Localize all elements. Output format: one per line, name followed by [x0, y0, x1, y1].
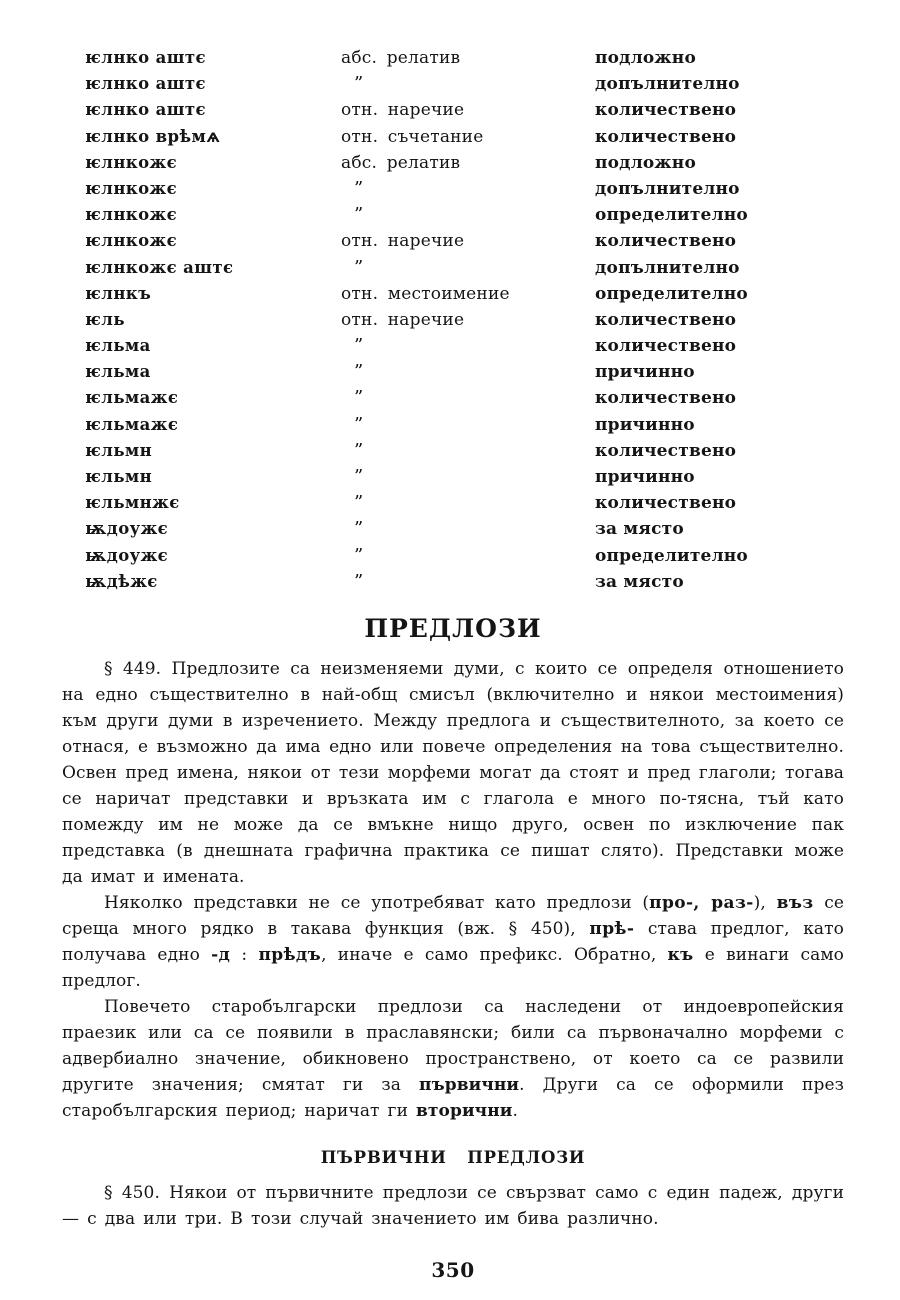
- table-row: [85, 572, 844, 598]
- function-cell: подложно: [595, 48, 696, 68]
- function-cell: подложно: [595, 152, 696, 173]
- ditto-mark: ”: [354, 544, 364, 566]
- table-row: [85, 231, 844, 257]
- ditto-mark: ”: [354, 335, 364, 357]
- paragraph-origin: [62, 994, 844, 1124]
- ocs-term: къ: [667, 944, 694, 965]
- paragraph-prefixes: [62, 890, 844, 994]
- subsection-heading: ПЪРВИЧНИ ПРЕДЛОЗИ: [320, 1147, 586, 1167]
- paragraph-450: § 450. Някои от първичните предлози се свързват само с един падеж, други — с два или три. В този случай значението им бива различно.: [62, 1182, 844, 1229]
- function-cell: причинно: [595, 362, 695, 383]
- function-cell: за място: [595, 571, 684, 592]
- table-row: [85, 48, 844, 74]
- table-row: [85, 258, 844, 284]
- table-row: [85, 74, 844, 100]
- ocs-word-cell: ѥлнко аштє: [85, 100, 206, 120]
- category-cell: абс. релатив: [341, 152, 461, 173]
- ocs-word-cell: ѥльмнжє: [85, 493, 180, 513]
- text-run: . Други са се оформили през старобългарския период; наричат ги: [62, 1074, 844, 1121]
- table-row: [85, 467, 844, 493]
- ocs-term: -д: [211, 944, 231, 965]
- table-row: [85, 415, 844, 441]
- ditto-mark: ”: [354, 466, 364, 487]
- category-cell: отн. съчетание: [341, 126, 484, 147]
- ditto-mark: ”: [354, 570, 364, 592]
- table-row: [85, 441, 844, 467]
- category-cell: отн. наречие: [341, 309, 465, 330]
- text-run: е винаги само предлог.: [62, 944, 845, 991]
- text-run: .: [512, 1100, 518, 1121]
- function-cell: определително: [595, 283, 748, 304]
- ocs-word-cell: ѥлнкъ: [85, 283, 152, 303]
- ocs-word-cell: ѥльмн: [85, 467, 153, 486]
- table-row: [85, 546, 844, 572]
- ocs-word-cell: ѥльма: [85, 362, 151, 382]
- function-cell: допълнително: [595, 74, 740, 95]
- category-cell: отн. наречие: [341, 231, 465, 252]
- paragraph-449: § 449. Предлозите са неизменяеми думи, с които се определя отношението на едно съществително в най-общ смисъл (включително и някои местоимения) към други думи в изречението. Между предлога и съществителното, за което се отнася, е възможно да има едно или повече определения на това съществително. Освен пред имена, някои от тези морфеми могат да стоят и пред глаголи; тогава се наричат представки и връзката им с глагола е много по-тясна, тъй като помежду им не може да се вмъкне нищо друго, освен по изключение пак представка (в днешната графична практика се пишат слято). Представки може да имат и имената.: [62, 658, 844, 887]
- ocs-term: въз: [776, 892, 814, 913]
- function-cell: за място: [595, 519, 684, 540]
- page-number: 350: [431, 1257, 475, 1282]
- table-row: [85, 127, 844, 153]
- table-row: [85, 310, 844, 336]
- table-row: [85, 519, 844, 545]
- ocs-word-cell: ѥлнкожє: [85, 152, 178, 172]
- text-run: се среща много рядко в такава функция (вж. § 450),: [62, 892, 844, 939]
- function-cell: причинно: [595, 467, 695, 487]
- emphasized-term: вторични: [416, 1100, 513, 1121]
- function-cell: количествено: [595, 100, 737, 121]
- ocs-word-cell: ѥльмн: [85, 440, 153, 460]
- ditto-mark: ”: [354, 256, 364, 278]
- ditto-mark: ”: [354, 387, 364, 409]
- table-row: [85, 388, 844, 414]
- table-row: [85, 284, 844, 310]
- function-cell: определително: [595, 545, 748, 566]
- category-cell: отн. местоимение: [341, 283, 510, 304]
- ocs-word-cell: ѥлнко аштє: [85, 74, 206, 94]
- ocs-word-cell: ѥлнко врѣмѧ: [85, 126, 221, 146]
- table-row: [85, 205, 844, 231]
- ocs-word-cell: ѭдоужє: [85, 519, 169, 539]
- ocs-word-cell: ѭдѣжє: [85, 571, 158, 591]
- function-cell: количествено: [595, 336, 737, 357]
- ocs-word-cell: ѥлнкожє: [85, 178, 178, 198]
- function-cell: причинно: [595, 414, 695, 435]
- text-run: Повечето старобългарски предлози са наследени от индоевропейския праезик или са се появили в праславянски; били са първоначално морфеми с адвербиално значение, обикновено пространствено, от което са се развили другите значения; смятат ги за: [62, 996, 844, 1095]
- ocs-word-cell: ѥлнкожє: [85, 205, 178, 225]
- text-run: , иначе е само префикс. Обратно,: [321, 944, 668, 965]
- table-row: [85, 100, 844, 126]
- function-cell: количествено: [595, 493, 737, 514]
- text-run: :: [230, 944, 259, 965]
- ocs-word-cell: ѥльма: [85, 336, 151, 356]
- ditto-mark: ”: [354, 413, 364, 435]
- function-cell: допълнително: [595, 178, 740, 199]
- correlatives-table: [85, 48, 844, 598]
- table-row: [85, 153, 844, 179]
- function-cell: количествено: [595, 231, 737, 252]
- table-row: [85, 362, 844, 388]
- text-run: ),: [753, 892, 777, 913]
- emphasized-term: първични: [419, 1074, 520, 1095]
- table-row: [85, 493, 844, 519]
- ocs-term: прѣдъ: [258, 944, 322, 965]
- ocs-term: прѣ-: [589, 918, 635, 939]
- ditto-mark: ”: [354, 492, 364, 514]
- text-run: Няколко представки не се употребяват като предлози (: [104, 892, 650, 913]
- ocs-term: про-, раз-: [649, 892, 754, 913]
- ocs-word-cell: ѥльмажє: [85, 414, 179, 434]
- ocs-word-cell: ѥль: [85, 309, 125, 329]
- function-cell: количествено: [595, 388, 737, 409]
- function-cell: количествено: [595, 309, 737, 330]
- table-row: [85, 336, 844, 362]
- ocs-word-cell: ѭдоужє: [85, 545, 169, 565]
- ocs-word-cell: ѥлнкожє аштє: [85, 257, 234, 277]
- function-cell: допълнително: [595, 257, 740, 278]
- ditto-mark: ”: [354, 439, 364, 461]
- ocs-word-cell: ѥльмажє: [85, 388, 179, 408]
- ditto-mark: ”: [354, 204, 364, 226]
- category-cell: отн. наречие: [341, 100, 465, 121]
- table-row: [85, 179, 844, 205]
- ditto-mark: ”: [354, 361, 364, 383]
- function-cell: количествено: [595, 440, 737, 461]
- section-heading: ПРЕДЛОЗИ: [364, 613, 542, 643]
- ocs-word-cell: ѥлнко аштє: [85, 48, 206, 67]
- text-run: става предлог, като получава едно: [62, 918, 844, 965]
- ditto-mark: ”: [354, 177, 364, 199]
- function-cell: определително: [595, 205, 748, 226]
- ditto-mark: ”: [354, 518, 364, 540]
- function-cell: количествено: [595, 126, 737, 147]
- ditto-mark: ”: [354, 73, 364, 95]
- ocs-word-cell: ѥлнкожє: [85, 231, 178, 251]
- category-cell: абс. релатив: [341, 48, 461, 68]
